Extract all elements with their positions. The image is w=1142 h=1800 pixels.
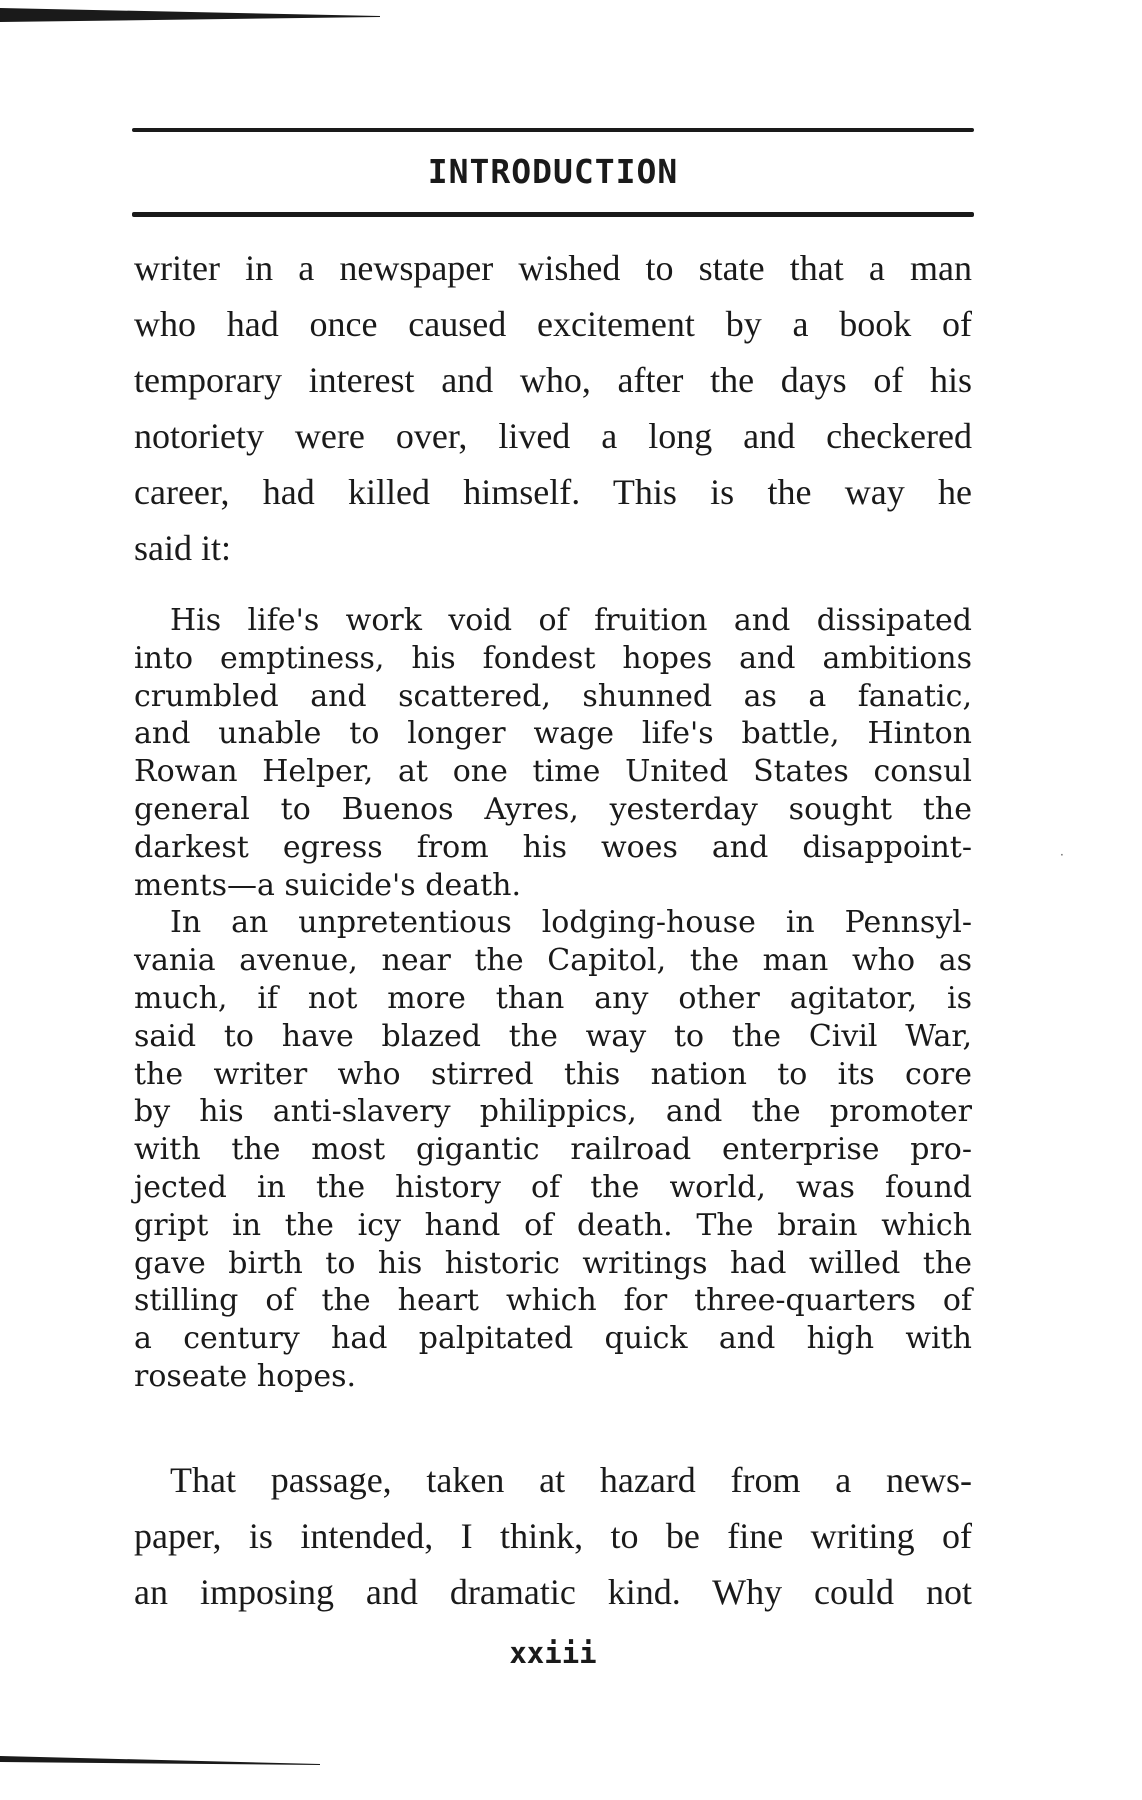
text-line: said to have blazed the way to the Civil War, [134, 1018, 972, 1054]
quote-paragraph-2 [134, 904, 972, 942]
scan-edge-mark-bottom [0, 1752, 320, 1766]
main-paragraph [134, 240, 972, 576]
text-line: into emptiness, his fondest hopes and ambitions [134, 640, 972, 676]
text-line: a century had palpitated quick and high with [134, 1321, 972, 1357]
text-line: gave birth to his historic writings had willed the [134, 1245, 972, 1281]
text-line: much, if not more than any other agitator, is [134, 980, 972, 1016]
text-line: who had once caused excitement by a book of [134, 304, 972, 344]
text-line: career, had killed himself. This is the way he [134, 472, 972, 512]
running-head-title: INTRODUCTION [427, 152, 679, 191]
text-line: Rowan Helper, at one time United States consul [134, 754, 972, 790]
text-line: darkest egress from his woes and disappoint- [134, 829, 972, 865]
text-line: crumbled and scattered, shunned as a fanatic, [134, 678, 972, 714]
text-line: roseate hopes. [134, 1358, 357, 1394]
text-line: temporary interest and who, after the days of his [134, 360, 972, 400]
text-line: ments—a suicide's death. [134, 867, 521, 903]
text-line: an imposing and dramatic kind. Why could not [134, 1572, 972, 1612]
text-line: vania avenue, near the Capitol, the man who as [134, 943, 972, 979]
text-line: stilling of the heart which for three-quarters of [134, 1283, 972, 1319]
quote-paragraph-1 [134, 602, 972, 640]
text-line: general to Buenos Ayres, yesterday sought the [134, 791, 972, 827]
text-line: paper, is intended, I think, to be fine writing of [134, 1516, 972, 1556]
page-number: xxiii [509, 1636, 597, 1670]
text-line: and unable to longer wage life's battle, Hinton [134, 716, 972, 752]
text-line: That passage, taken at hazard from a news- [170, 1460, 972, 1500]
text-line: the writer who stirred this nation to its core [134, 1056, 972, 1092]
header-bottom-rule [132, 212, 974, 217]
text-line: with the most gigantic railroad enterprise pro- [134, 1132, 972, 1168]
text-line: writer in a newspaper wished to state that a man [134, 248, 972, 288]
scan-speck: · [1060, 848, 1064, 862]
text-line: gript in the icy hand of death. The brain which [134, 1207, 972, 1243]
text-line: said it: [134, 528, 231, 568]
closing-paragraph [134, 1452, 972, 1620]
text-line: notoriety were over, lived a long and checkered [134, 416, 972, 456]
text-line: In an unpretentious lodging-house in Pennsyl- [170, 905, 972, 941]
text-line: by his anti-slavery philippics, and the promoter [134, 1094, 972, 1130]
text-line: jected in the history of the world, was found [134, 1169, 972, 1205]
newspaper-quote [134, 602, 972, 1396]
scan-edge-mark-top [0, 6, 380, 22]
text-line: His life's work void of fruition and dissipated [170, 603, 972, 638]
header-top-rule [132, 128, 974, 132]
